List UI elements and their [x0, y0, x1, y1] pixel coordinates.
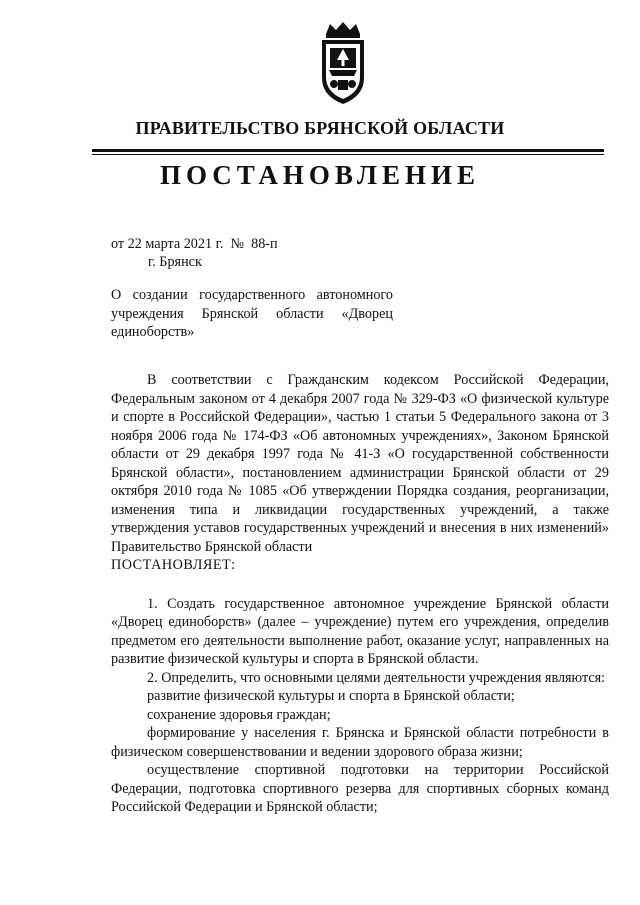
document-body: [111, 371, 609, 817]
document-city: г. Брянск: [148, 254, 202, 270]
goal-item: формирование у населения г. Брянска и Брянской области потребности в физическом совершенствовании и ведении здорового образа жизни;: [111, 725, 609, 760]
item-1-paragraph: 1. Создать государственное автономное учреждение Брянской области «Дворец единоборств» (далее – учреждение) путем его учреждения, определив предметом его деятельности выполнение работ, оказание услуг, направленных на развитие физической культуры и спорта в Брянской области.: [111, 595, 609, 667]
preamble-paragraph: В соответствии с Гражданским кодексом Российской Федерации, Федеральным законом от 4 декабря 2007 года № 329-ФЗ «О физической культуре и спорте в Российской Федерации», частью 1 статьи 5 Федерального закона от 3 ноября 2006 года № 174-ФЗ «Об автономных учреждениях», Законом Брянской области от 29 декабря 1997 года № 41-З «О государственной собственности Брянской области», постановлением администрации Брянской области от 29 октября 2010 года № 1085 «Об утверждении Порядка создания, реорганизации, изменения типа и ликвидации государственных учреждений, а также утверждения уставов государственных учреждений и внесения в них изменений» Правительство Брянской области: [111, 372, 609, 555]
government-name: ПРАВИТЕЛЬСТВО БРЯНСКОЙ ОБЛАСТИ: [135, 118, 505, 138]
item-2-paragraph: 2. Определить, что основными целями деятельности учреждения являются:: [147, 669, 606, 686]
document-date-number: от 22 марта 2021 г. № 88-п: [111, 236, 278, 252]
bryansk-coat-of-arms-icon: [318, 20, 368, 106]
goal-item: сохранение здоровья граждан;: [147, 706, 331, 723]
decree-word: ПОСТАНОВЛЯЕТ:: [111, 557, 236, 573]
document-type-title: ПОСТАНОВЛЕНИЕ: [159, 160, 481, 190]
goal-item: развитие физической культуры и спорта в Брянской области;: [147, 688, 515, 704]
document-subject: О создании государственного автономного учреждения Брянской области «Дворец единоборств»: [111, 287, 393, 340]
goal-item: осуществление спортивной подготовки на территории Российской Федерации, подготовка спортивного резерва для спортивных сборных команд Российской Федерации и Брянской области;: [111, 762, 609, 815]
header-divider-thin: [92, 154, 604, 155]
header-divider-thick: [92, 149, 604, 152]
